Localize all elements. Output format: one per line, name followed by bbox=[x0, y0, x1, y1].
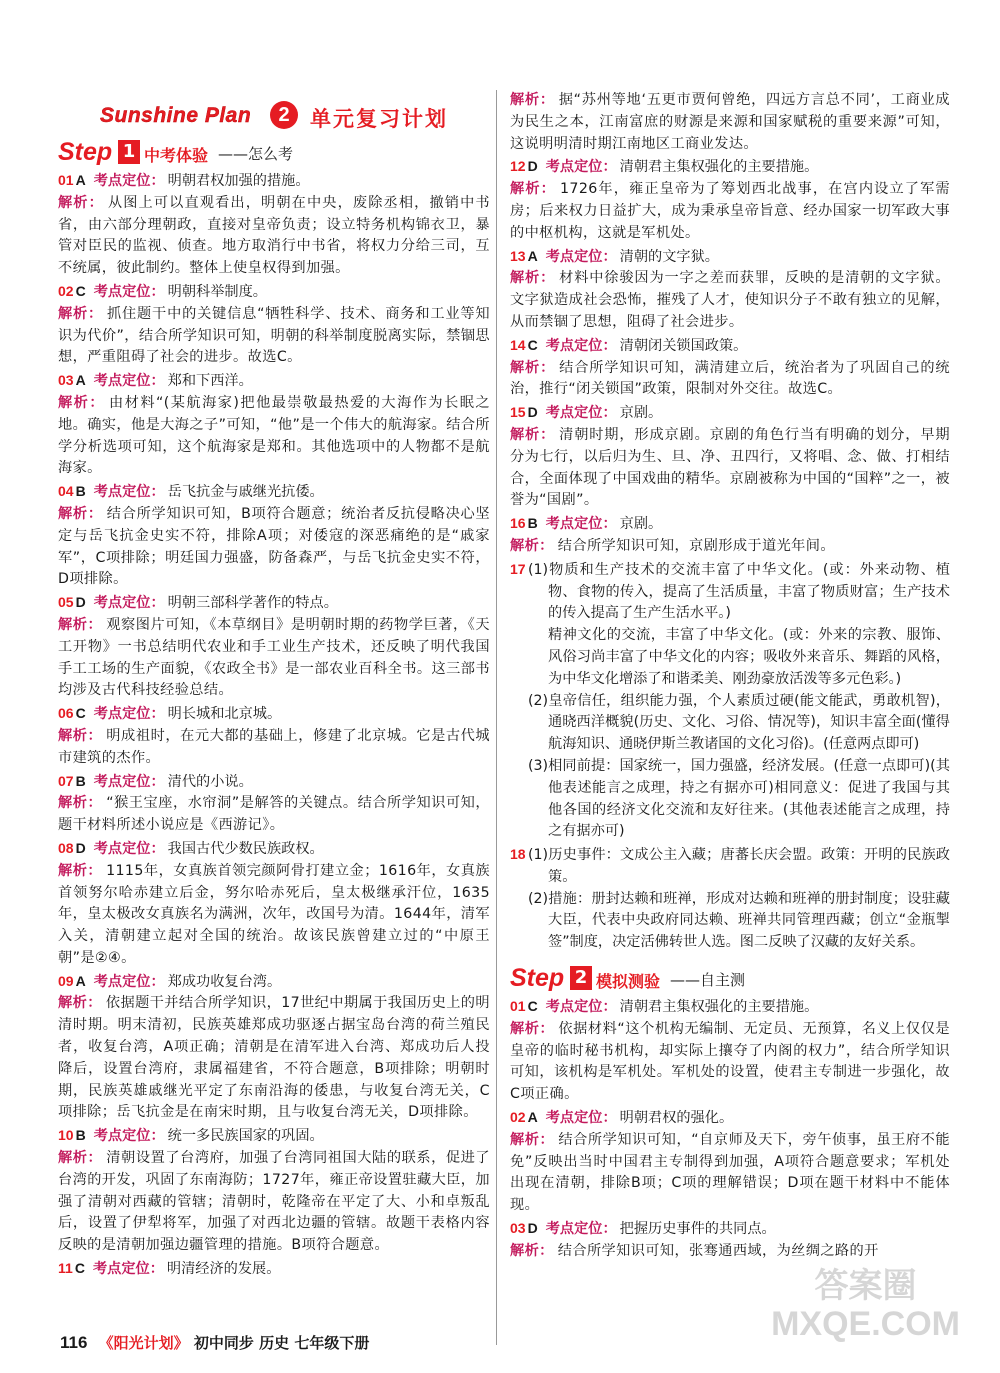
focus-label: 考点定位： bbox=[545, 405, 617, 422]
answer-item bbox=[58, 370, 490, 393]
question-number: 03 bbox=[58, 372, 74, 389]
question-number: 12 bbox=[510, 158, 526, 175]
question-number: 01 bbox=[58, 172, 74, 188]
step-number: 1 bbox=[118, 140, 140, 164]
step-title: 中考体验 bbox=[144, 146, 209, 165]
focus-text: 岳飞抗金与戚继光抗倭。 bbox=[167, 484, 324, 501]
left-column bbox=[58, 138, 490, 1281]
focus-text: 明清经济的发展。 bbox=[166, 1261, 281, 1278]
answer-17-part3: (3)相同前提：国家统一，国力强盛，经济发展。(任意一点即可)(其他表述能言之成理，持之有据亦可)相同意义：促进了我国与其他各国的经济文化交流和友好往来。(其他表述能言之成理，持之有据亦可) bbox=[528, 757, 950, 840]
step-label: Step bbox=[510, 964, 565, 993]
analysis-text: 结合所学知识可知，B项符合题意；统治者反抗侵略决心坚定与岳飞抗金史实不符，排除A项；对倭寇的深恶痛绝的是“戚家军”，C项排除；明廷国力强盛，防备森严，与岳飞抗金史实不符，D项排除。 bbox=[58, 505, 491, 588]
focus-label: 考点定位： bbox=[93, 283, 165, 300]
step-subtitle: ——怎么考 bbox=[218, 145, 294, 163]
analysis-label: 解析： bbox=[510, 1131, 555, 1148]
answer-item bbox=[510, 156, 950, 179]
focus-text: 郑和下西洋。 bbox=[167, 373, 253, 390]
banner-title-en: Sunshine Plan bbox=[100, 104, 252, 127]
answer-analysis bbox=[58, 304, 490, 369]
analysis-label: 解析： bbox=[510, 1020, 555, 1037]
focus-text: 清朝君主集权强化的主要措施。 bbox=[619, 159, 819, 176]
analysis-label: 解析： bbox=[58, 394, 105, 411]
focus-label: 考点定位： bbox=[93, 1128, 165, 1145]
step2-header bbox=[510, 964, 950, 994]
answer-item bbox=[58, 481, 490, 504]
analysis-label: 解析： bbox=[510, 359, 556, 376]
answer-analysis bbox=[510, 179, 950, 244]
answer-analysis bbox=[510, 1241, 950, 1263]
analysis-label: 解析： bbox=[510, 92, 555, 108]
analysis-text: 1115年，女真族首领完颜阿骨打建立金；1616年，女真族首领努尔哈赤建立后金，努尔哈赤死后，皇太极继承汗位，1635年，皇太极改女真族名为满洲，次年，改国号为清。1644年，清军入关，清朝建立起对全国的统治。故该民族曾建立过的“中原王朝”是②④。 bbox=[58, 862, 490, 966]
watermark-line2: MXQE.COM bbox=[771, 1305, 960, 1343]
banner-title-cn: 单元复习计划 bbox=[310, 108, 448, 131]
focus-label: 考点定位： bbox=[93, 973, 165, 990]
focus-text: 统一多民族国家的巩固。 bbox=[167, 1128, 324, 1145]
answer-analysis bbox=[58, 993, 490, 1124]
answer-17-part1b: 精神文化的交流，丰富了中华文化。(或：外来的宗教、服饰、风俗习尚丰富了中华文化的内容；吸收外来音乐、舞蹈的风格，为中华文化增添了和谐柔美、刚劲豪放活泼等多元色彩。) bbox=[548, 627, 950, 687]
answer-item bbox=[58, 281, 490, 304]
answer-item bbox=[58, 592, 490, 615]
answer-letter: D bbox=[75, 594, 86, 611]
analysis-text: 1726年，雍正皇帝为了筹划西北战事，在宫内设立了军需房；后来权力日益扩大，成为秉承皇帝旨意、经办国家一切军政大事的中枢机构，这就是军机处。 bbox=[510, 181, 950, 241]
focus-label: 考点定位： bbox=[545, 248, 617, 265]
step-label: Step bbox=[58, 138, 113, 166]
answer-item bbox=[510, 246, 950, 269]
answer-list-step2 bbox=[510, 996, 950, 1263]
answer-analysis bbox=[510, 1019, 950, 1106]
answer-letter: A bbox=[75, 372, 86, 389]
focus-text: 清朝闭关锁国政策。 bbox=[619, 337, 748, 354]
focus-label: 考点定位： bbox=[545, 337, 617, 354]
site-watermark bbox=[771, 1267, 960, 1343]
answer-letter: D bbox=[527, 404, 538, 421]
focus-label: 考点定位： bbox=[545, 516, 617, 533]
analysis-label: 解析： bbox=[510, 537, 554, 554]
question-number: 02 bbox=[58, 282, 74, 299]
answer-11-analysis bbox=[510, 90, 950, 155]
analysis-text: 清朝设置了台湾府，加强了台湾同祖国大陆的联系，促进了台湾的开发，巩固了东南海防；1727年，雍正帝设置驻藏大臣，加强了清朝对西藏的管辖；清朝时，乾隆帝在平定了大、小和卓叛乱后，设置了伊犁将军，加强了对西北边疆的管辖。故题干表格内容反映的是清朝加强边疆管理的措施。B项符合题意。 bbox=[58, 1150, 490, 1254]
question-number: 10 bbox=[58, 1127, 74, 1144]
analysis-label: 解析： bbox=[58, 1150, 103, 1167]
answer-item bbox=[510, 402, 950, 425]
focus-label: 考点定位： bbox=[93, 484, 165, 501]
question-number: 17 bbox=[510, 560, 526, 577]
question-number: 01 bbox=[510, 998, 526, 1015]
banner-number: 2 bbox=[270, 101, 298, 129]
question-number: 09 bbox=[58, 972, 74, 989]
column-divider bbox=[496, 90, 497, 1345]
right-column bbox=[510, 90, 950, 1263]
analysis-text: 依据材料“这个机构无编制、无定员、无预算，名义上仅仅是皇帝的临时秘书机构，却实际上攘夺了内阁的权力”，结合所学知识可知，该机构是军机处。军机处的设置，使君主专制进一步强化，故C项正确。 bbox=[510, 1020, 951, 1103]
question-number: 13 bbox=[510, 247, 526, 264]
answer-item bbox=[510, 513, 950, 536]
analysis-label: 解析： bbox=[510, 181, 556, 198]
answer-18-part2: (2)措施：册封达赖和班禅，形成对达赖和班禅的册封制度；设驻藏大臣，代表中央政府同达赖、班禅共同管理西藏；创立“金瓶掣签”制度，决定活佛转世人选。图二反映了汉藏的友好关系。 bbox=[528, 890, 950, 951]
answer-letter: A bbox=[75, 172, 86, 188]
answer-letter: D bbox=[75, 839, 86, 856]
analysis-text: 结合所学知识可知，张骞通西域，为丝绸之路的开 bbox=[557, 1242, 879, 1259]
answer-item bbox=[58, 971, 490, 994]
answer-letter: C bbox=[74, 1260, 85, 1277]
question-number: 03 bbox=[510, 1220, 526, 1237]
answer-item bbox=[58, 170, 490, 193]
focus-label: 考点定位： bbox=[545, 159, 617, 176]
question-number: 18 bbox=[510, 846, 526, 863]
focus-text: 把握历史事件的共同点。 bbox=[619, 1221, 776, 1238]
answer-item bbox=[510, 1218, 950, 1241]
answer-analysis bbox=[510, 268, 950, 333]
analysis-text: 清朝时期，形成京剧。京剧的角色行当有明确的划分，早期分为七行，以后归为生、旦、净、丑四行，又将唱、念、做、打相结合，全面体现了中国戏曲的精华。京剧被称为中国的“国粹”之一，被誉为“国剧”。 bbox=[510, 426, 950, 509]
answer-item bbox=[58, 1258, 490, 1281]
focus-label: 考点定位： bbox=[545, 1221, 617, 1238]
answer-letter: D bbox=[527, 1220, 538, 1237]
focus-label: 考点定位： bbox=[93, 373, 165, 390]
unit-banner bbox=[100, 100, 460, 134]
answer-letter: A bbox=[75, 972, 86, 989]
question-number: 07 bbox=[58, 772, 74, 789]
answer-item bbox=[510, 996, 950, 1019]
answer-analysis bbox=[510, 536, 950, 558]
answer-letter: C bbox=[527, 998, 538, 1015]
focus-text: 郑成功收复台湾。 bbox=[167, 973, 282, 990]
focus-text: 清代的小说。 bbox=[167, 773, 253, 790]
analysis-text: 结合所学知识可知，满清建立后，统治者为了巩固自己的统治，推行“闭关锁国”政策，限制对外交往。故选C。 bbox=[510, 359, 950, 398]
page-number: 116 bbox=[60, 1333, 88, 1352]
question-number: 08 bbox=[58, 839, 74, 856]
answer-analysis bbox=[58, 793, 490, 837]
answer-letter: B bbox=[75, 772, 86, 789]
analysis-text: “猴王宝座，水帘洞”是解答的关键点。结合所学知识可知，题干材料所述小说应是《西游记》。 bbox=[58, 795, 490, 834]
analysis-label: 解析： bbox=[510, 426, 556, 443]
analysis-text: 材料中徐骏因为一字之差而获罪，反映的是清朝的文字狱。文字狱造成社会恐怖，摧残了人才，使知识分子不敢有独立的见解，从而禁锢了思想，阻碍了社会进步。 bbox=[510, 270, 950, 330]
analysis-label: 解析： bbox=[58, 727, 103, 744]
focus-text: 明朝科举制度。 bbox=[167, 283, 267, 300]
analysis-text: 依据题干并结合所学知识，17世纪中期属于我国历史上的明清时期。明末清初，民族英雄郑成功驱逐占据宝岛台湾的荷兰殖民者，收复台湾，A项正确；清朝是在清军进入台湾、郑成功后人投降后，设置台湾府，隶属福建省，不符合题意，B项排除；明朝时期，民族英雄戚继光平定了东南沿海的倭患，与收复台湾无关，C项排除；岳飞抗金是在南宋时期，且与收复台湾无关，D项排除。 bbox=[58, 995, 490, 1121]
focus-label: 考点定位： bbox=[545, 1110, 617, 1127]
answer-item bbox=[58, 838, 490, 861]
focus-label: 考点定位： bbox=[93, 595, 165, 612]
watermark-line1: 答案圈 bbox=[814, 1267, 917, 1305]
answer-item bbox=[510, 1107, 950, 1130]
answer-analysis bbox=[58, 393, 490, 480]
question-number: 02 bbox=[510, 1109, 526, 1126]
analysis-label: 解析： bbox=[58, 305, 104, 322]
focus-text: 京剧。 bbox=[619, 516, 663, 533]
answer-letter: B bbox=[527, 515, 538, 532]
answer-18-part1: (1)历史事件：文成公主入藏；唐蕃长庆会盟。政策：开明的民族政策。 bbox=[528, 847, 950, 885]
focus-label: 考点定位： bbox=[93, 173, 165, 189]
answer-letter: C bbox=[75, 282, 86, 299]
answer-17-part1: (1)物质和生产技术的交流丰富了中华文化。(或：外来动物、植物、食物的传入，提高了生活质量，丰富了物质财富；生产技术的传入提高了生产生活水平。) bbox=[528, 561, 950, 622]
step-number: 2 bbox=[570, 966, 592, 990]
analysis-text: 明成祖时，在元大都的基础上，修建了北京城。它是古代城市建筑的杰作。 bbox=[58, 727, 490, 766]
answer-analysis bbox=[58, 193, 490, 280]
focus-label: 考点定位： bbox=[545, 999, 617, 1016]
question-number: 14 bbox=[510, 336, 526, 353]
analysis-text: 观察图片可知，《本草纲目》是明朝时期的药物学巨著，《天工开物》一书总结明代农业和手工业生产技术，还反映了明代我国手工工场的生产面貌，《农政全书》是一部农业百科全书。这三部书均涉及古代科技经验总结。 bbox=[58, 616, 491, 699]
answer-item bbox=[58, 703, 490, 726]
answer-letter: C bbox=[527, 336, 538, 353]
focus-text: 明朝三部科学著作的特点。 bbox=[167, 595, 338, 612]
question-number: 04 bbox=[58, 483, 74, 500]
question-number: 15 bbox=[510, 404, 526, 421]
focus-text: 清朝的文字狱。 bbox=[619, 248, 719, 265]
book-title: 初中同步 历史 七年级下册 bbox=[193, 1334, 370, 1352]
step1-header bbox=[58, 138, 490, 168]
analysis-text: 结合所学知识可知，“自京师及天下，旁午侦事，虽王府不能免”反映出当时中国君主专制得到加强，A项符合题意要求；军机处出现在清朝，排除B项；C项的理解错误；D项在题干材料中不能体现。 bbox=[510, 1131, 951, 1214]
answer-analysis bbox=[510, 425, 950, 512]
analysis-text: 抓住题干中的关键信息“牺牲科学、技术、商务和工业等知识为代价”，结合所学知识可知，明朝的科举制度脱离实际，禁锢思想，严重阻碍了社会的进步。故选C。 bbox=[58, 305, 490, 366]
answer-analysis bbox=[510, 1130, 950, 1217]
step-title: 模拟测验 bbox=[596, 972, 661, 992]
analysis-label: 解析： bbox=[58, 862, 103, 879]
question-number: 06 bbox=[58, 705, 74, 722]
answer-analysis bbox=[510, 358, 950, 402]
analysis-text: 结合所学知识可知，京剧形成于道光年间。 bbox=[557, 537, 835, 554]
answer-item bbox=[58, 1125, 490, 1148]
answer-17-part2: (2)皇帝信任，组织能力强，个人素质过硬(能文能武，勇敢机智)，通晓西洋概貌(历史、文化、习俗、情况等)，知识丰富全面(懂得航海知识、通晓伊斯兰教诸国的文化习俗)。(任意两点即可) bbox=[528, 692, 950, 753]
focus-text: 京剧。 bbox=[619, 405, 663, 422]
answer-letter: A bbox=[527, 247, 538, 264]
focus-label: 考点定位： bbox=[92, 1261, 164, 1278]
answer-analysis bbox=[58, 615, 490, 702]
analysis-label: 解析： bbox=[58, 795, 103, 812]
step-subtitle: ——自主测 bbox=[670, 971, 746, 990]
answer-letter: C bbox=[75, 705, 86, 722]
answer-list-step1 bbox=[58, 170, 490, 1281]
analysis-label: 解析： bbox=[58, 616, 103, 633]
focus-text: 明朝君权加强的措施。 bbox=[167, 173, 310, 189]
focus-text: 清朝君主集权强化的主要措施。 bbox=[619, 999, 819, 1016]
analysis-text: 从图上可以直观看出，明朝在中央，废除丞相，撤销中书省，由六部分理朝政，直接对皇帝负责；设立特务机构锦衣卫，暴管对臣民的监视、侦查。地方取消行中书省，将权力分给三司，互不统属，彼此制约。整体上使皇权得到加强。 bbox=[58, 194, 490, 277]
focus-label: 考点定位： bbox=[93, 773, 165, 790]
focus-label: 考点定位： bbox=[93, 840, 165, 857]
focus-text: 我国古代少数民族政权。 bbox=[167, 840, 324, 857]
answer-letter: D bbox=[527, 158, 538, 175]
focus-text: 明朝君权的强化。 bbox=[619, 1110, 734, 1127]
analysis-label: 解析： bbox=[58, 194, 104, 211]
analysis-text: 由材料“(某航海家)把他最崇敬最热爱的大海作为长眠之地。确实，他是大海之子”可知，“他”是一个伟大的航海家。结合所学分析选项可知，这个航海家是郑和。其他选项中的人物都不是航海家。 bbox=[58, 394, 490, 477]
question-number: 16 bbox=[510, 515, 526, 532]
analysis-text: 据“苏州等地‘五更市贾何曾绝，四远方言总不同’，工商业成为民生之本，江南富庶的财源是来源和国家赋税的重要来源”可知，这说明明清时期江南地区工商业发达。 bbox=[510, 92, 950, 152]
answer-letter: B bbox=[75, 1127, 86, 1144]
analysis-label: 解析： bbox=[58, 505, 103, 522]
answer-list-right bbox=[510, 156, 950, 557]
analysis-label: 解析： bbox=[510, 1242, 554, 1259]
answer-item bbox=[510, 335, 950, 358]
page-footer bbox=[60, 1332, 369, 1353]
answer-analysis bbox=[58, 504, 490, 591]
question-number: 11 bbox=[58, 1260, 73, 1277]
answer-analysis bbox=[58, 726, 490, 770]
focus-label: 考点定位： bbox=[93, 706, 165, 723]
answer-letter: A bbox=[527, 1109, 538, 1126]
analysis-label: 解析： bbox=[58, 995, 102, 1012]
question-number: 05 bbox=[58, 594, 74, 611]
brand-name: 《阳光计划》 bbox=[98, 1334, 189, 1352]
focus-text: 明长城和北京城。 bbox=[167, 706, 282, 723]
analysis-label: 解析： bbox=[510, 270, 556, 287]
answer-analysis bbox=[58, 1148, 490, 1257]
answer-analysis bbox=[58, 861, 490, 970]
answer-letter: B bbox=[75, 483, 86, 500]
answer-item bbox=[58, 771, 490, 794]
